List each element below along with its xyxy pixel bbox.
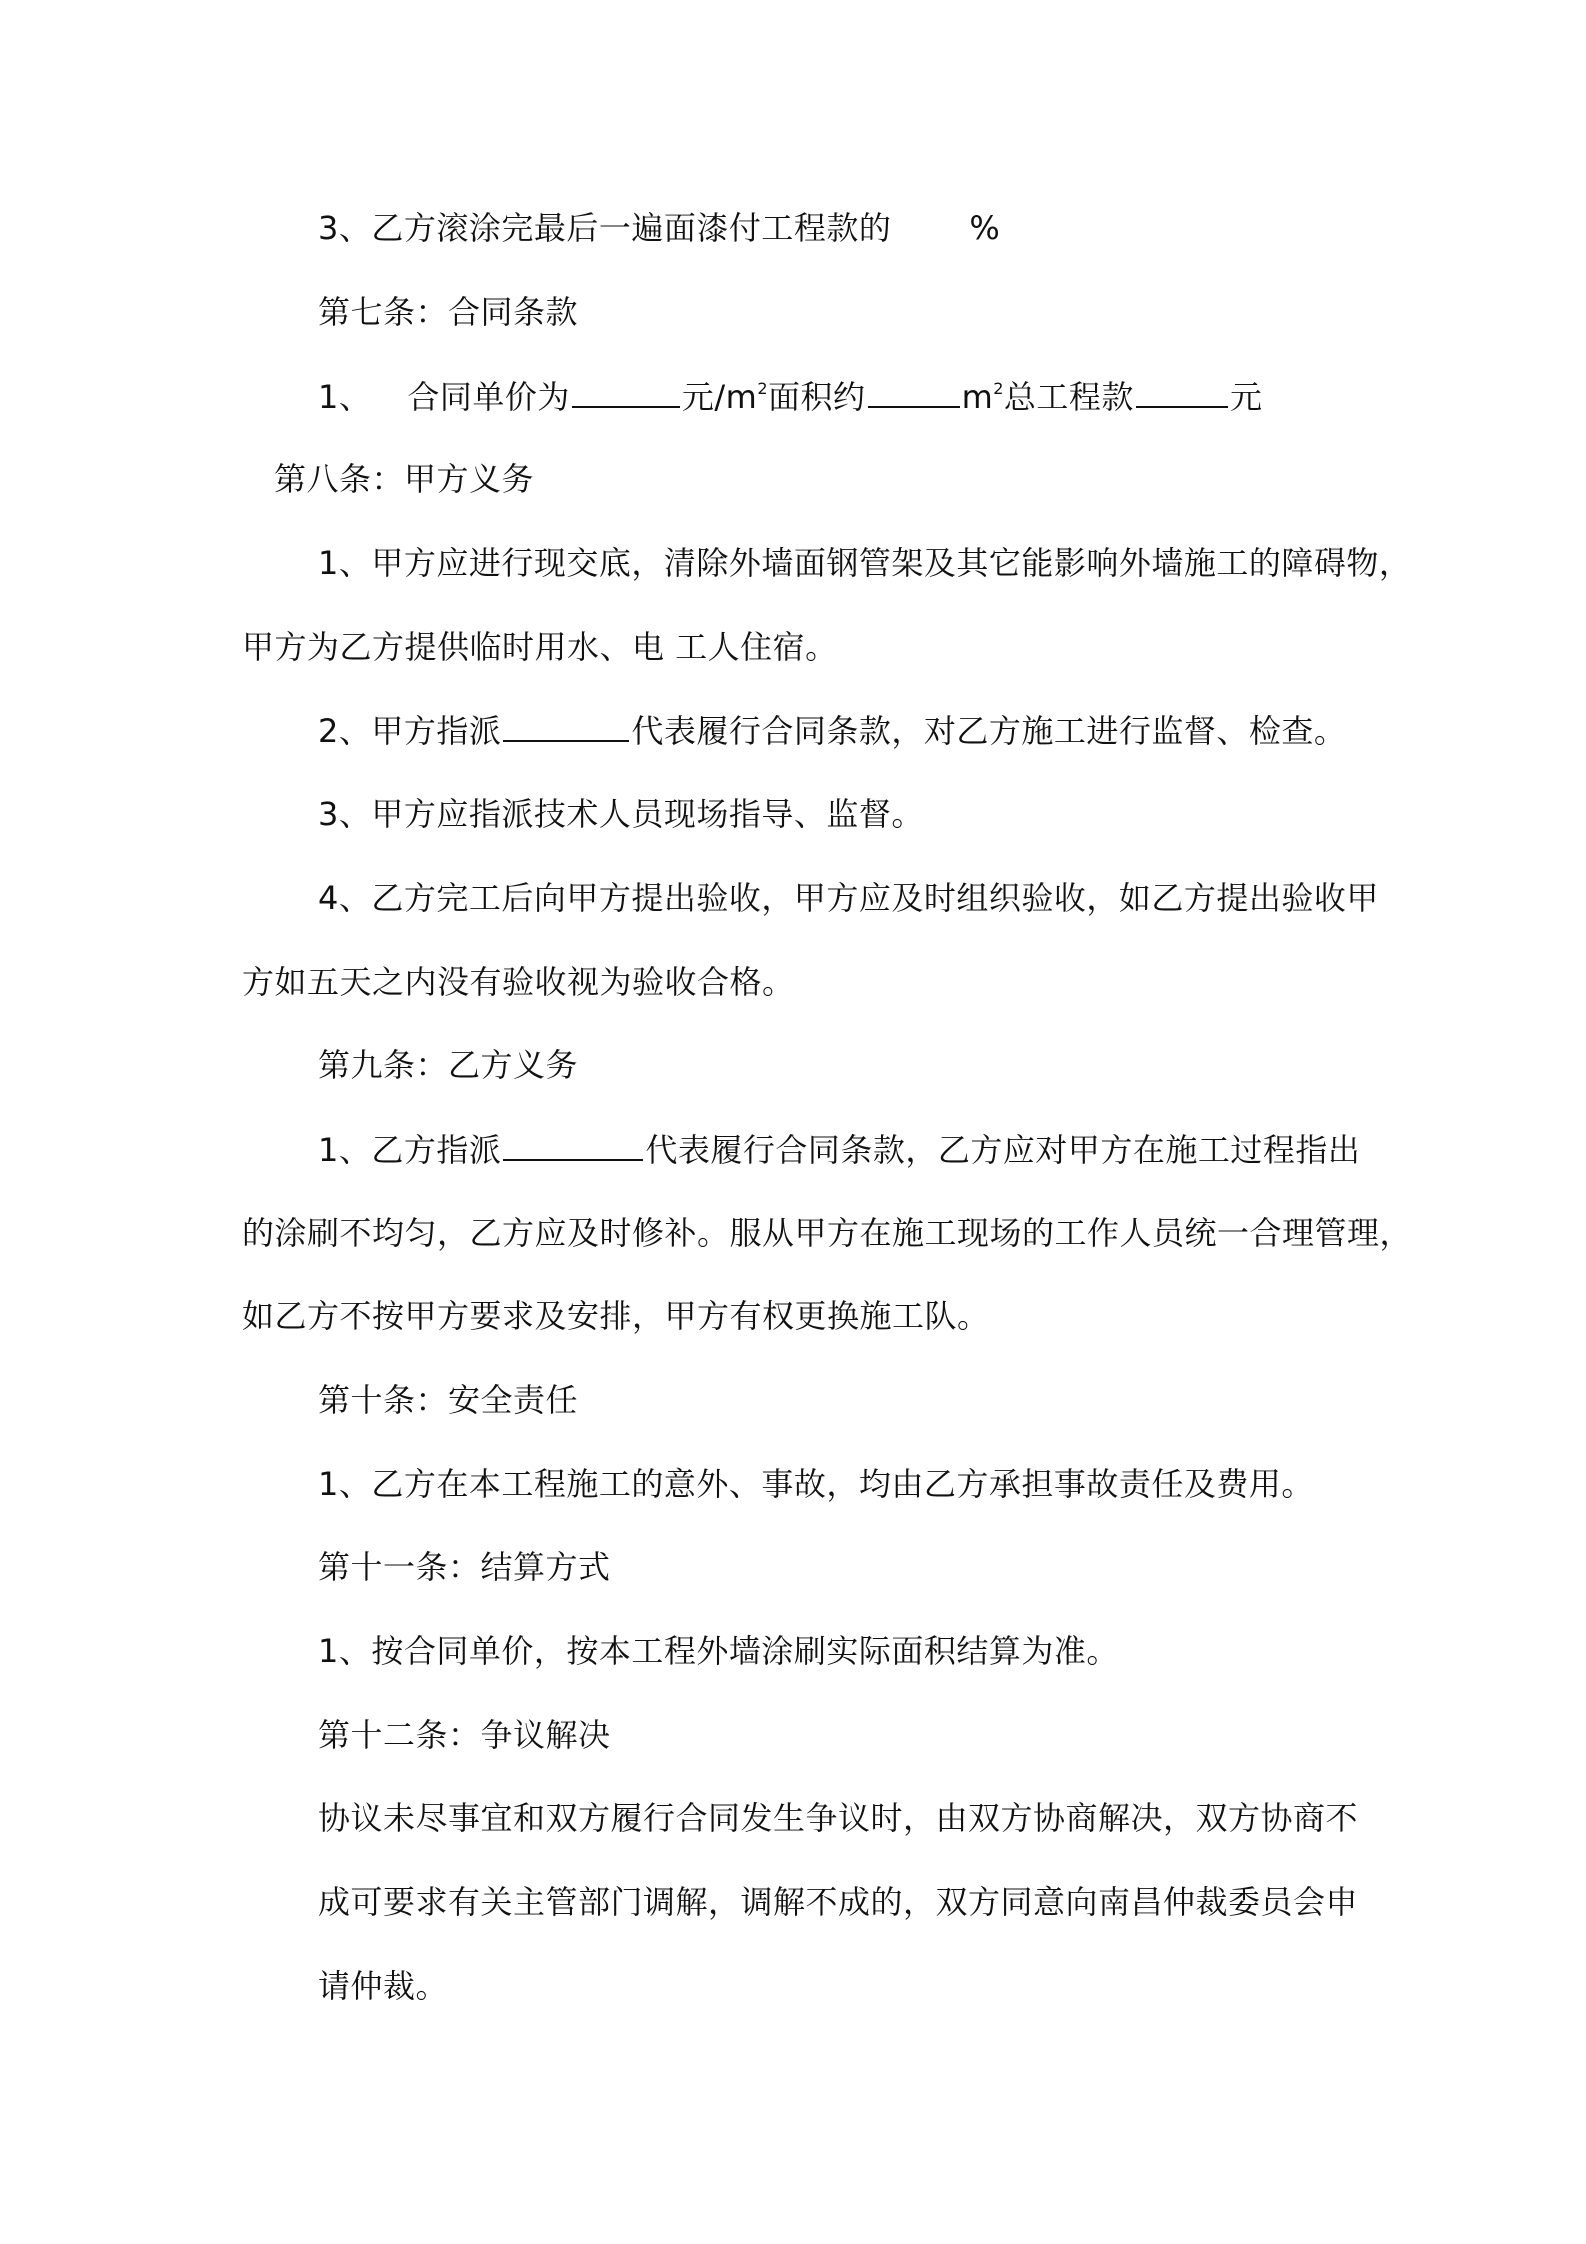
article-8-item-1-line-2: 甲方为乙方提供临时用水、电 工人住宿。: [242, 628, 838, 666]
article-8-item-4-line-1: 4、乙方完工后向甲方提出验收，甲方应及时组织验收，如乙方提出验收甲: [318, 879, 1379, 917]
unit-price-unit: 元/m: [681, 378, 758, 416]
square-superscript: 2: [757, 379, 769, 398]
article-12-line-2: 成可要求有关主管部门调解，调解不成的，双方同意向南昌仲裁委员会申: [318, 1883, 1359, 1921]
article-7-title: 第七条：合同条款: [318, 293, 579, 331]
total-amount-unit: 元: [1229, 378, 1263, 416]
total-amount-blank[interactable]: [1136, 376, 1228, 408]
article-9-item-1-line-1: [318, 1129, 1360, 1170]
payment-item-3: [318, 208, 1000, 248]
party-a-representative-blank[interactable]: [503, 710, 629, 742]
article-11-title: 第十一条：结算方式: [318, 1548, 611, 1586]
party-b-representative-blank[interactable]: [503, 1129, 643, 1161]
square-superscript-2: 2: [993, 379, 1004, 398]
article-9-item-1-text: 代表履行合同条款，乙方应对甲方在施工过程指出: [645, 1131, 1361, 1169]
article-11-item-1: 1、按合同单价，按本工程外墙涂刷实际面积结算为准。: [318, 1632, 1119, 1670]
article-8-title: 第八条：甲方义务: [274, 460, 535, 498]
article-12-line-1: 协议未尽事宜和双方履行合同发生争议时，由双方协商解决，双方协商不: [318, 1799, 1359, 1837]
article-12-line-3: 请仲裁。: [318, 1967, 449, 2005]
article-8-item-4-line-2: 方如五天之内没有验收视为验收合格。: [242, 963, 795, 1001]
article-8-item-2-text: 代表履行合同条款，对乙方施工进行监督、检查。: [631, 712, 1347, 750]
article-7-item-1-number: 1、: [318, 378, 372, 416]
article-9-item-1-line-2: 的涂刷不均匀，乙方应及时修补。服从甲方在施工现场的工作人员统一合理管理，: [242, 1214, 1413, 1252]
total-amount-label: 总工程款: [1003, 378, 1134, 416]
article-9-item-1-label: 1、乙方指派: [318, 1131, 502, 1169]
article-10-item-1: 1、乙方在本工程施工的意外、事故，均由乙方承担事故责任及费用。: [318, 1465, 1314, 1503]
article-8-item-1-line-1: 1、甲方应进行现交底，清除外墙面钢管架及其它能影响外墙施工的障碍物，: [318, 544, 1412, 582]
article-8-item-3: 3、甲方应指派技术人员现场指导、监督。: [318, 795, 924, 833]
payment-item-3-percent: %: [969, 209, 1001, 247]
article-12-title: 第十二条：争议解决: [318, 1716, 611, 1754]
article-8-item-2: [318, 710, 1346, 751]
payment-item-3-text: 3、乙方滚涂完最后一遍面漆付工程款的: [318, 209, 892, 247]
unit-price-label: 合同单价为: [407, 378, 570, 416]
area-label: 面积约: [768, 378, 866, 416]
unit-price-blank[interactable]: [572, 376, 680, 408]
article-10-title: 第十条：安全责任: [318, 1381, 579, 1419]
article-9-title: 第九条：乙方义务: [318, 1046, 579, 1084]
article-7-item-1: [318, 376, 1262, 417]
area-unit: m: [961, 378, 994, 416]
area-blank[interactable]: [868, 376, 960, 408]
article-9-item-1-line-3: 如乙方不按甲方要求及安排，甲方有权更换施工队。: [242, 1297, 990, 1335]
article-8-item-2-label: 2、甲方指派: [318, 712, 502, 750]
